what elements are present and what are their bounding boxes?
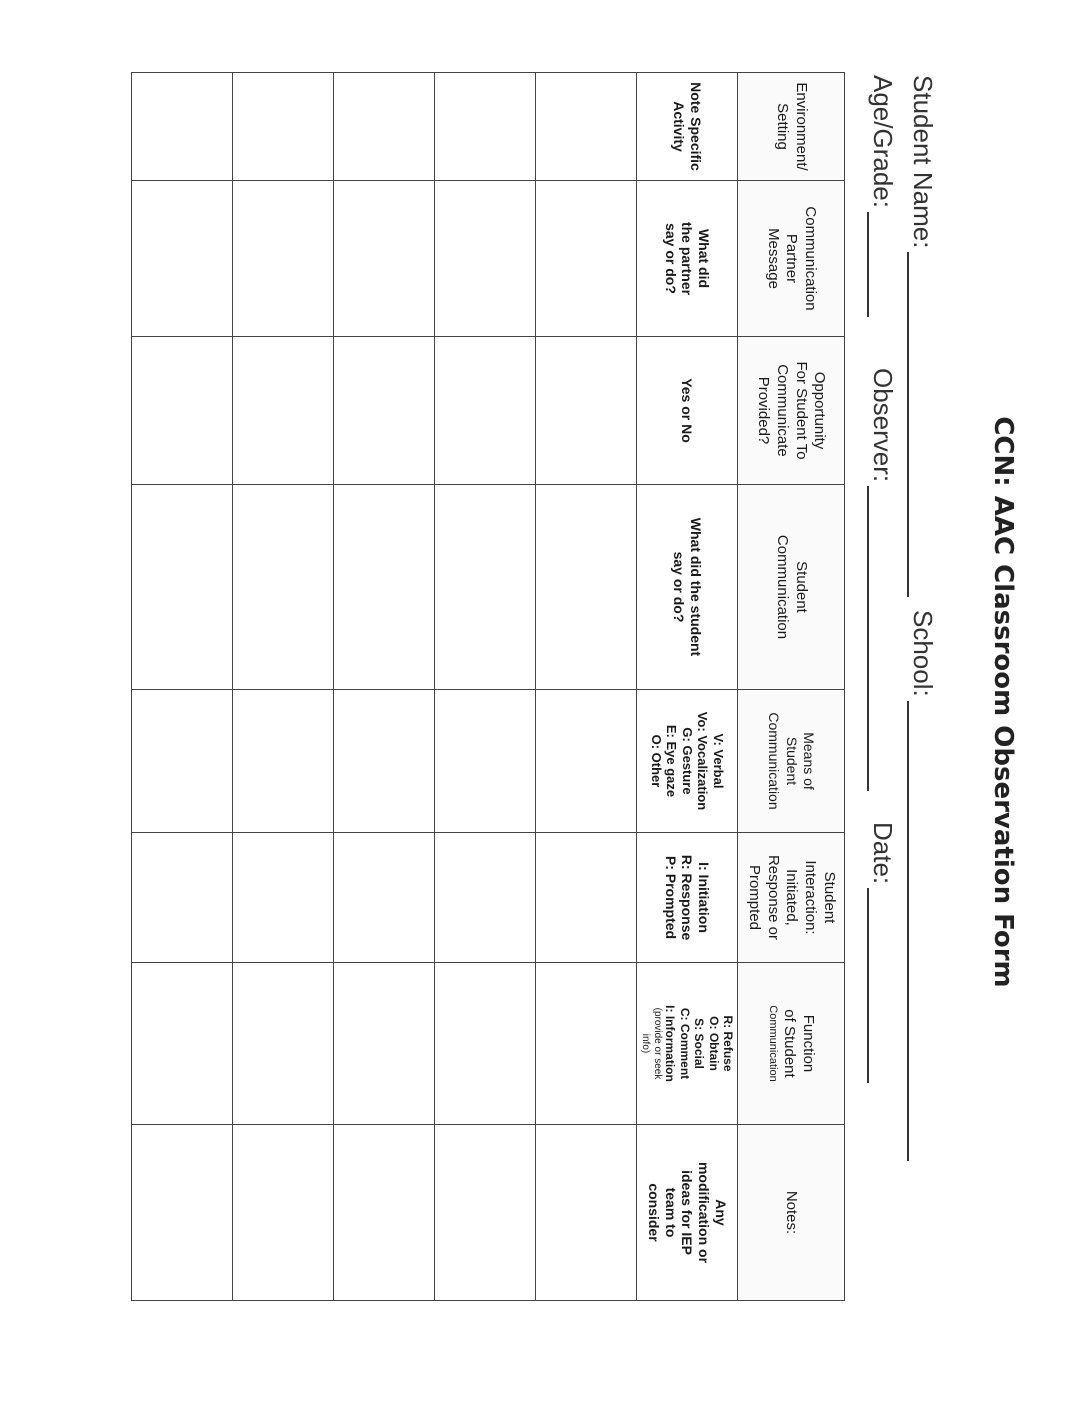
subheader-function-codes	[637, 963, 738, 1125]
header-line: Communication	[766, 712, 783, 810]
header-line: Setting	[774, 103, 791, 150]
entry-cell[interactable]	[536, 690, 637, 833]
subheader-line: C: Comment	[677, 1007, 692, 1080]
entry-cell[interactable]	[233, 833, 334, 963]
entry-cell[interactable]	[132, 1125, 233, 1301]
subheader-yes-no	[637, 337, 738, 485]
entry-cell[interactable]	[334, 690, 435, 833]
table-row	[435, 73, 536, 1301]
header-line: Student	[792, 561, 810, 613]
table-row	[334, 73, 435, 1301]
entry-cell[interactable]	[334, 1125, 435, 1301]
subheader-line: Vo: Vocalization	[695, 711, 711, 811]
entry-cell[interactable]	[334, 73, 435, 181]
observer-field[interactable]	[867, 368, 898, 791]
school-label: School:	[908, 610, 938, 697]
entry-rows	[132, 73, 637, 1301]
header-line: Communication	[767, 1005, 780, 1082]
header-line: Message	[764, 228, 782, 289]
entry-cell[interactable]	[132, 485, 233, 690]
col-header-student-communication	[738, 485, 845, 690]
subheader-line: O: Other	[648, 734, 664, 788]
subheader-line: Yes or No	[679, 378, 696, 443]
subheader-notes	[637, 1125, 738, 1301]
student-name-blank[interactable]	[907, 252, 933, 597]
table-row	[233, 73, 334, 1301]
date-blank[interactable]	[867, 888, 893, 1083]
header-line: Communication	[802, 206, 820, 311]
entry-cell[interactable]	[233, 1125, 334, 1301]
subheader-line: info)	[640, 1033, 652, 1054]
age-grade-label: Age/Grade:	[868, 75, 898, 208]
entry-cell[interactable]	[233, 337, 334, 485]
col-header-environment-setting	[738, 73, 845, 181]
entry-cell[interactable]	[233, 485, 334, 690]
school-field[interactable]	[907, 610, 938, 1161]
col-header-function	[738, 963, 845, 1125]
age-grade-field[interactable]	[867, 75, 898, 317]
entry-cell[interactable]	[233, 690, 334, 833]
header-line: Function	[799, 1014, 817, 1073]
entry-cell[interactable]	[536, 73, 637, 181]
header-line: Communicate	[774, 364, 791, 457]
subheader-means-codes	[637, 690, 738, 833]
entry-cell[interactable]	[334, 833, 435, 963]
form-title: CCN: AAC Classroom Observation Form	[988, 416, 1018, 988]
entry-cell[interactable]	[536, 337, 637, 485]
subheader-line: say or do?	[671, 551, 688, 623]
entry-cell[interactable]	[132, 963, 233, 1125]
col-header-communication-partner-message	[738, 181, 845, 337]
subheader-line: modification or	[696, 1161, 713, 1264]
student-name-label: Student Name:	[908, 75, 938, 249]
table-row	[536, 73, 637, 1301]
entry-cell[interactable]	[132, 337, 233, 485]
entry-cell[interactable]	[435, 181, 536, 337]
subheader-line: R: Response	[679, 854, 696, 941]
header-line: Response or	[764, 854, 782, 941]
entry-cell[interactable]	[536, 1125, 637, 1301]
header-line: of Student	[780, 1009, 798, 1078]
entry-cell[interactable]	[435, 337, 536, 485]
entry-cell[interactable]	[435, 1125, 536, 1301]
subheader-row	[637, 73, 738, 1301]
subheader-line: Any	[713, 1199, 730, 1226]
col-header-notes	[738, 1125, 845, 1301]
subheader-line: Note Specific	[687, 82, 704, 171]
entry-cell[interactable]	[233, 963, 334, 1125]
subheader-line: ideas for IEP	[679, 1170, 696, 1255]
school-blank[interactable]	[907, 701, 933, 1161]
subheader-line: S: Social	[692, 1018, 707, 1069]
table-row	[132, 73, 233, 1301]
entry-cell[interactable]	[435, 833, 536, 963]
entry-cell[interactable]	[536, 963, 637, 1125]
header-line: Interaction:	[802, 860, 820, 935]
entry-cell[interactable]	[233, 73, 334, 181]
entry-cell[interactable]	[334, 963, 435, 1125]
header-line: Notes:	[783, 1190, 801, 1235]
header-line: Environment/	[792, 82, 810, 171]
entry-cell[interactable]	[132, 181, 233, 337]
entry-cell[interactable]	[132, 690, 233, 833]
subheader-line: say or do?	[662, 223, 679, 294]
entry-cell[interactable]	[334, 337, 435, 485]
subheader-line: V: Verbal	[711, 733, 727, 789]
subheader-activity	[637, 73, 738, 181]
subheader-line: the partner	[679, 221, 696, 296]
student-name-field[interactable]	[907, 75, 938, 597]
subheader-line: (provide or seek	[652, 1007, 664, 1080]
entry-cell[interactable]	[536, 181, 637, 337]
header-line: Means of	[801, 732, 818, 790]
entry-cell[interactable]	[132, 833, 233, 963]
subheader-line: What did	[696, 228, 713, 289]
subheader-line: I: Initiation	[696, 862, 713, 933]
observation-table	[131, 72, 845, 1301]
entry-cell[interactable]	[536, 833, 637, 963]
header-line: Communication	[774, 534, 791, 640]
subheader-interaction-codes	[637, 833, 738, 963]
header-row	[738, 73, 845, 1301]
header-line: Provided?	[755, 376, 773, 445]
observer-blank[interactable]	[867, 486, 893, 791]
subheader-line: consider	[645, 1183, 662, 1242]
entry-cell[interactable]	[435, 73, 536, 181]
subheader-line: team to	[662, 1187, 679, 1238]
header-line: Partner	[783, 233, 801, 284]
entry-cell[interactable]	[132, 73, 233, 181]
subheader-line: P: Prompted	[662, 855, 679, 940]
col-header-student-interaction	[738, 833, 845, 963]
header-line: Prompted	[745, 864, 763, 931]
date-field[interactable]	[867, 822, 898, 1083]
header-line: Student	[820, 871, 838, 924]
entry-cell[interactable]	[334, 485, 435, 690]
entry-cell[interactable]	[233, 181, 334, 337]
header-line: For Student To	[792, 361, 810, 460]
entry-cell[interactable]	[536, 485, 637, 690]
header-line: Student	[783, 736, 800, 786]
header-line: Initiated,	[783, 869, 801, 926]
col-header-means-of-communication	[738, 690, 845, 833]
subheader-partner	[637, 181, 738, 337]
subheader-line: E: Eye gaze	[664, 724, 680, 798]
subheader-line: I: Information	[663, 1005, 678, 1082]
entry-cell[interactable]	[435, 690, 536, 833]
subheader-line: What did the student	[687, 517, 704, 657]
observer-label: Observer:	[868, 368, 898, 483]
subheader-line: O: Obtain	[706, 1016, 721, 1071]
subheader-line: G: Gesture	[679, 727, 695, 795]
subheader-line: R: Refuse	[721, 1015, 735, 1072]
entry-cell[interactable]	[435, 963, 536, 1125]
date-label: Date:	[868, 822, 898, 885]
header-line: Opportunity	[811, 371, 829, 450]
entry-cell[interactable]	[435, 485, 536, 690]
col-header-opportunity	[738, 337, 845, 485]
subheader-line: Activity	[671, 101, 688, 152]
age-grade-blank[interactable]	[867, 212, 893, 317]
entry-cell[interactable]	[334, 181, 435, 337]
subheader-student-did	[637, 485, 738, 690]
